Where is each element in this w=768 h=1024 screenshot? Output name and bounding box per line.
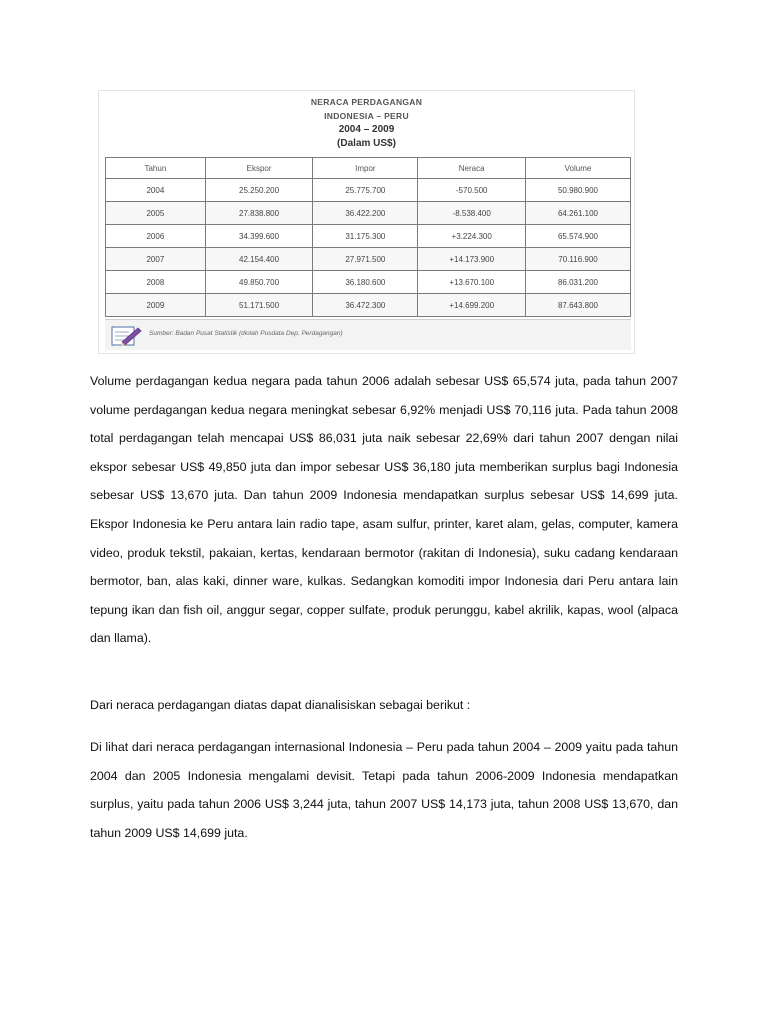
table-row xyxy=(106,179,631,202)
cell-neraca: -8.538.400 xyxy=(418,202,526,225)
cell-impor: 36.422.200 xyxy=(313,202,418,225)
cell-neraca: +14.173.900 xyxy=(418,248,526,271)
cell-ekspor: 42.154.400 xyxy=(205,248,313,271)
body-paragraph-analysis: Di lihat dari neraca perdagangan internasional Indonesia – Peru pada tahun 2004 – 2009 yaitu pada tahun 2004 dan 2005 Indonesia mengalami devisit. Tetapi pada tahun 2006-2009 Indonesia mendapatkan surplus, yaitu pada tahun 2006 US$ 3,244 juta, tahun 2007 US$ 14,173 juta, tahun 2008 US$ 13,670, dan tahun 2009 US$ 14,699 juta. xyxy=(90,740,678,840)
cell-neraca: +14.699.200 xyxy=(418,294,526,317)
notepad-pencil-icon xyxy=(109,323,143,349)
source-text: Sumber: Badan Pusat Statistik (diolah Pusdata Dep. Perdagangan) xyxy=(149,330,343,337)
cell-neraca: -570.500 xyxy=(418,179,526,202)
cell-volume: 87.643.800 xyxy=(526,294,631,317)
column-header-neraca: Neraca xyxy=(418,158,526,179)
cell-ekspor: 27.838.800 xyxy=(205,202,313,225)
cell-volume: 50.980.900 xyxy=(526,179,631,202)
cell-impor: 36.180.600 xyxy=(313,271,418,294)
table-header-row xyxy=(106,158,631,179)
cell-impor: 25.775.700 xyxy=(313,179,418,202)
cell-ekspor: 49.850.700 xyxy=(205,271,313,294)
trade-balance-table xyxy=(105,157,631,317)
trade-balance-figure xyxy=(98,90,635,354)
figure-title xyxy=(99,95,634,151)
figure-title-line: INDONESIA – PERU xyxy=(324,111,409,121)
cell-tahun: 2004 xyxy=(106,179,206,202)
table-row xyxy=(106,248,631,271)
cell-tahun: 2009 xyxy=(106,294,206,317)
source-note xyxy=(105,319,631,350)
figure-title-line: 2004 – 2009 xyxy=(338,124,395,135)
column-header-impor: Impor xyxy=(313,158,418,179)
cell-volume: 86.031.200 xyxy=(526,271,631,294)
cell-ekspor: 34.399.600 xyxy=(205,225,313,248)
cell-volume: 65.574.900 xyxy=(526,225,631,248)
cell-neraca: +13.670.100 xyxy=(418,271,526,294)
cell-ekspor: 51.171.500 xyxy=(205,294,313,317)
cell-volume: 64.261.100 xyxy=(526,202,631,225)
table-row xyxy=(106,294,631,317)
cell-volume: 70.116.900 xyxy=(526,248,631,271)
column-header-ekspor: Ekspor xyxy=(205,158,313,179)
figure-title-line: (Dalam US$) xyxy=(337,138,396,149)
column-header-volume: Volume xyxy=(526,158,631,179)
column-header-tahun: Tahun xyxy=(106,158,206,179)
cell-ekspor: 25.250.200 xyxy=(205,179,313,202)
cell-impor: 27.971.500 xyxy=(313,248,418,271)
figure-title-line: NERACA PERDAGANGAN xyxy=(310,97,423,107)
cell-tahun: 2007 xyxy=(106,248,206,271)
body-paragraph-analysis-intro: Dari neraca perdagangan diatas dapat dianalisiskan sebagai berikut : xyxy=(90,698,471,712)
table-row xyxy=(106,202,631,225)
cell-impor: 36.472.300 xyxy=(313,294,418,317)
cell-neraca: +3.224.300 xyxy=(418,225,526,248)
cell-tahun: 2008 xyxy=(106,271,206,294)
cell-tahun: 2005 xyxy=(106,202,206,225)
table-row xyxy=(106,271,631,294)
body-paragraph-trade-volume: Volume perdagangan kedua negara pada tahun 2006 adalah sebesar US$ 65,574 juta, pada tahun 2007 volume perdagangan kedua negara meningkat sebesar 6,92% menjadi US$ 70,116 juta. Pada tahun 2008 total perdagangan telah mencapai US$ 86,031 juta naik sebesar 22,69% dari tahun 2007 dengan nilai ekspor sebesar US$ 49,850 juta dan impor sebesar US$ 36,180 juta memberikan surplus bagi Indonesia sebesar US$ 13,670 juta. Dan tahun 2009 Indonesia mendapatkan surplus sebesar US$ 14,699 juta. Ekspor Indonesia ke Peru antara lain radio tape, asam sulfur, printer, karet alam, gelas, computer, kamera video, produk tekstil, pakaian, kertas, kendaraan bermotor (rakitan di Indonesia), suku cadang kendaraan bermotor, ban, alas kaki, dinner ware, kulkas. Sedangkan komoditi impor Indonesia dari Peru antara lain tepung ikan dan fish oil, anggur segar, copper sulfate, produk perunggu, kabel akrilik, kapas, wool (alpaca dan llama). xyxy=(90,374,678,646)
cell-tahun: 2006 xyxy=(106,225,206,248)
table-row xyxy=(106,225,631,248)
cell-impor: 31.175.300 xyxy=(313,225,418,248)
